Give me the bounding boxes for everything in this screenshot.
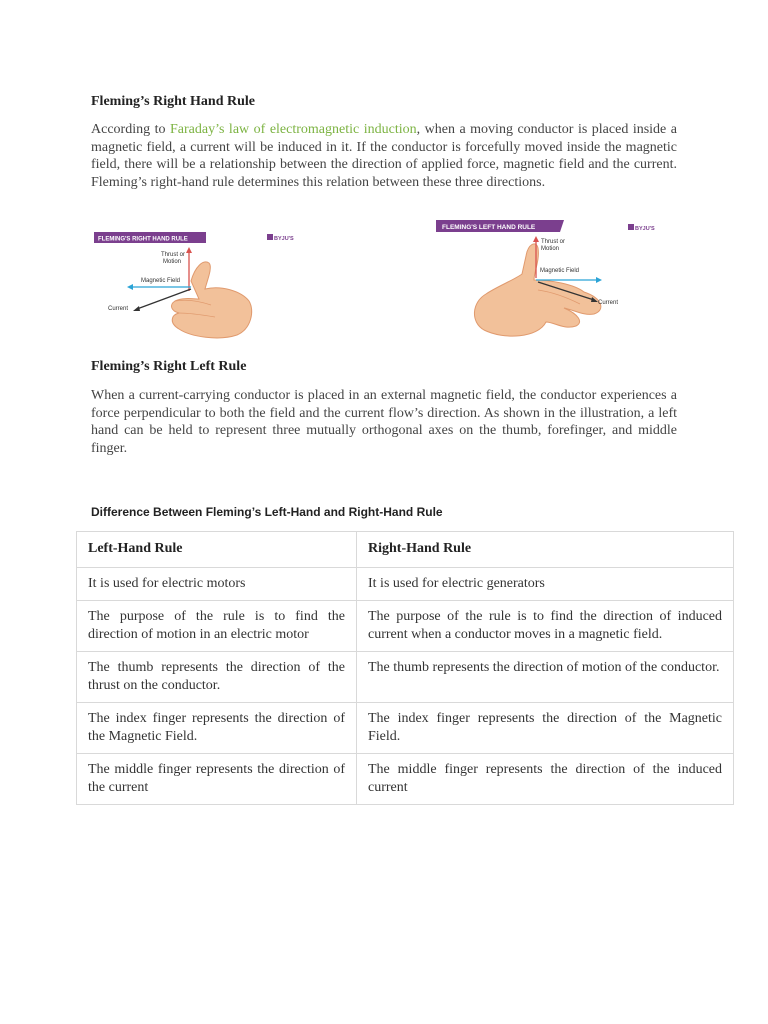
table-cell-right: The thumb represents the direction of motion of the conductor. (357, 652, 734, 703)
table-cell-right: It is used for electric generators (357, 568, 734, 601)
logo-text: BYJU'S (274, 236, 294, 242)
paragraph-suffix: , when a moving conductor is placed inside a magnetic field, a current will be induced in it. If the conductor is forcefully moved inside the magnetic field, there will be a relationship between the direction of applied force, magnetic field and the current. Fleming’s right-hand rule determines this relation between these three directions. (91, 122, 677, 191)
table-cell-left: It is used for electric motors (77, 568, 357, 601)
header-left-hand-rule: Left-Hand Rule (77, 532, 357, 568)
field-label: Magnetic Field (141, 278, 181, 284)
comparison-table (76, 531, 734, 805)
table-cell-left: The purpose of the rule is to find the direction of motion in an electric motor (77, 601, 357, 652)
figure-right-hand-rule (91, 229, 299, 349)
field-label: Magnetic Field (540, 268, 580, 274)
section-heading-left-rule: Fleming’s Right Left Rule (91, 359, 247, 374)
table-cell-right: The purpose of the rule is to find the direction of induced current when a conductor moves in a magnetic field. (357, 601, 734, 652)
table-row (77, 754, 734, 805)
figure-left-hand-rule (434, 218, 662, 348)
table-header-row (77, 532, 734, 568)
table-row (77, 601, 734, 652)
logo-icon (628, 224, 634, 230)
banner-text: FLEMING'S LEFT HAND RULE (442, 224, 536, 231)
table-title: Difference Between Fleming’s Left-Hand and Right-Hand Rule (91, 505, 443, 519)
table-row (77, 568, 734, 601)
banner-text: FLEMING'S RIGHT HAND RULE (98, 236, 188, 243)
section-heading-right-hand-rule: Fleming’s Right Hand Rule (91, 94, 255, 109)
paragraph-prefix: According to (91, 122, 170, 137)
table-cell-left: The thumb represents the direction of the thrust on the conductor. (77, 652, 357, 703)
table-cell-right: The index finger represents the direction of the Magnetic Field. (357, 703, 734, 754)
logo-icon (267, 234, 273, 240)
table-cell-left: The middle finger represents the direction of the current (77, 754, 357, 805)
header-right-hand-rule: Right-Hand Rule (357, 532, 734, 568)
logo-text: BYJU'S (635, 226, 655, 232)
thrust-label-2: Motion (163, 259, 182, 265)
thrust-label: Thrust or (541, 239, 566, 245)
table-cell-left: The index finger represents the direction of the Magnetic Field. (77, 703, 357, 754)
table-row (77, 703, 734, 754)
thrust-label: Thrust or (161, 252, 186, 258)
faraday-law-link[interactable]: Faraday’s law of electromagnetic induction (170, 122, 417, 137)
current-label: Current (598, 300, 619, 306)
thrust-label-2: Motion (541, 246, 560, 252)
paragraph-right-hand-rule (91, 121, 677, 192)
table-row (77, 652, 734, 703)
paragraph-left-hand-rule: When a current-carrying conductor is placed in an external magnetic field, the conductor experiences a force perpendicular to both the field and the current flow’s direction. As shown in the illustration, a left hand can be held to represent three mutually orthogonal axes on the thumb, forefinger, and middle finger. (91, 388, 677, 457)
current-label: Current (108, 306, 129, 312)
table-cell-right: The middle finger represents the direction of the induced current (357, 754, 734, 805)
